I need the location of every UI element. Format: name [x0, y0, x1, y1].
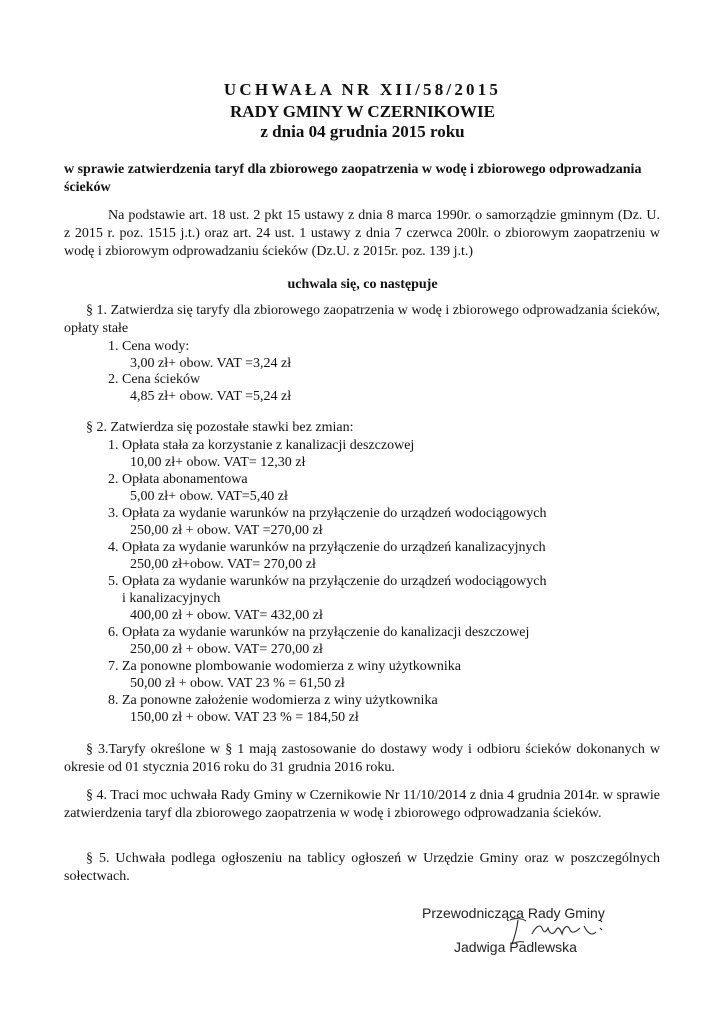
- s2-item-7-label: 7. Za ponowne plombowanie wodomierza z winy użytkownika: [108, 659, 462, 674]
- s2-item-4-price: 250,00 zł+obow. VAT= 270,00 zł: [130, 557, 316, 572]
- signatory-title: Przewodnicząca Rady Gminy: [422, 905, 605, 921]
- s2-item-3-label: 3. Opłata za wydanie warunków na przyłączenie do urządzeń wodociągowych: [108, 506, 547, 521]
- signatory-name: Jadwiga Padlewska: [454, 939, 577, 955]
- s2-item-6-label: 6. Opłata za wydanie warunków na przyłączenie do kanalizacji deszczowej: [108, 625, 530, 640]
- s2-item-6-price: 250,00 zł + obow. VAT= 270,00 zł: [130, 642, 323, 657]
- s2-item-8-price: 150,00 zł + obow. VAT 23 % = 184,50 zł: [130, 710, 359, 725]
- signature-mark-stroke: [600, 920, 602, 930]
- s1-item-2-label: 2. Cena ścieków: [108, 372, 201, 387]
- s1-item-1-label: 1. Cena wody:: [108, 339, 190, 354]
- s2-item-1-price: 10,00 zł+ obow. VAT= 12,30 zł: [130, 455, 306, 470]
- signature-surname-stroke: [532, 926, 596, 934]
- s2-item-5-price: 400,00 zł + obow. VAT= 432,00 zł: [130, 608, 323, 623]
- resolution-number: UCHWAŁA NR XII/58/2015: [223, 80, 502, 99]
- s2-item-8-label: 8. Za ponowne założenie wodomierza z winy użytkownika: [108, 693, 438, 708]
- s2-item-2-label: 2. Opłata abonamentowa: [108, 472, 248, 487]
- council-name: RADY GMINY W CZERNIKOWIE: [230, 102, 495, 121]
- s2-item-3-price: 250,00 zł + obow. VAT =270,00 zł: [130, 523, 323, 538]
- resolution-date: z dnia 04 grudnia 2015 roku: [260, 122, 465, 141]
- s2-item-7-price: 50,00 zł + obow. VAT 23 % = 61,50 zł: [130, 676, 345, 691]
- legal-basis-paragraph: Na podstawie art. 18 ust. 2 pkt 15 ustawy z dnia 8 marca 1990r. o samorządzie gminnym (Dz. U. z 2015 r. poz. 1515 j.t.) oraz art. 24 ust. 1 ustawy z dnia 7 czerwca 200lr. o zbiorowym zaopatrzeniu w wodę i zbiorowym odprowadzaniu ścieków (Dz.U. z 2015r. poz. 139 j.t.): [64, 208, 660, 259]
- s1-item-1-price: 3,00 zł+ obow. VAT =3,24 zł: [130, 356, 292, 371]
- section-2-intro: § 2. Zatwierdza się pozostałe stawki bez zmian:: [86, 420, 354, 435]
- s2-item-2-price: 5,00 zł+ obow. VAT=5,40 zł: [130, 489, 288, 504]
- s2-item-5-label: 5. Opłata za wydanie warunków na przyłączenie do urządzeń wodociągowych: [108, 574, 547, 589]
- s2-item-5-label-cont: i kanalizacyjnych: [122, 591, 221, 606]
- s1-item-2-price: 4,85 zł+ obow. VAT =5,24 zł: [130, 389, 292, 404]
- s2-item-4-label: 4. Opłata za wydanie warunków na przyłączenie do urządzeń kanalizacyjnych: [108, 540, 546, 555]
- section-5: § 5. Uchwała podlega ogłoszeniu na tablicy ogłoszeń w Urzędzie Gminy oraz w poszczególnych sołectwach.: [64, 851, 660, 884]
- section-4: § 4. Traci moc uchwała Rady Gminy w Czernikowie Nr 11/10/2014 z dnia 4 grudnia 2014r. w sprawie zatwierdzenia taryf dla zbiorowego zaopatrzenia w wodę i zbiorowego odprowadzania ścieków.: [64, 788, 660, 821]
- section-1-intro: § 1. Zatwierdza się taryfy dla zbiorowego zaopatrzenia w wodę i zbiorowego odprowadzania ścieków, opłaty stałe: [64, 303, 660, 336]
- s2-item-1-label: 1. Opłata stała za korzystanie z kanalizacji deszczowej: [108, 438, 415, 453]
- resolution-subject: w sprawie zatwierdzenia taryf dla zbiorowego zaopatrzenia w wodę i zbiorowego odprowadzania ścieków: [64, 162, 642, 195]
- section-3: § 3.Taryfy określone w § 1 mają zastosowanie do dostawy wody i odbioru ścieków dokonanych w okresie od 01 stycznia 2016 roku do 31 grudnia 2016 roku.: [64, 742, 660, 775]
- resolves-heading: uchwala się, co następuje: [287, 277, 438, 292]
